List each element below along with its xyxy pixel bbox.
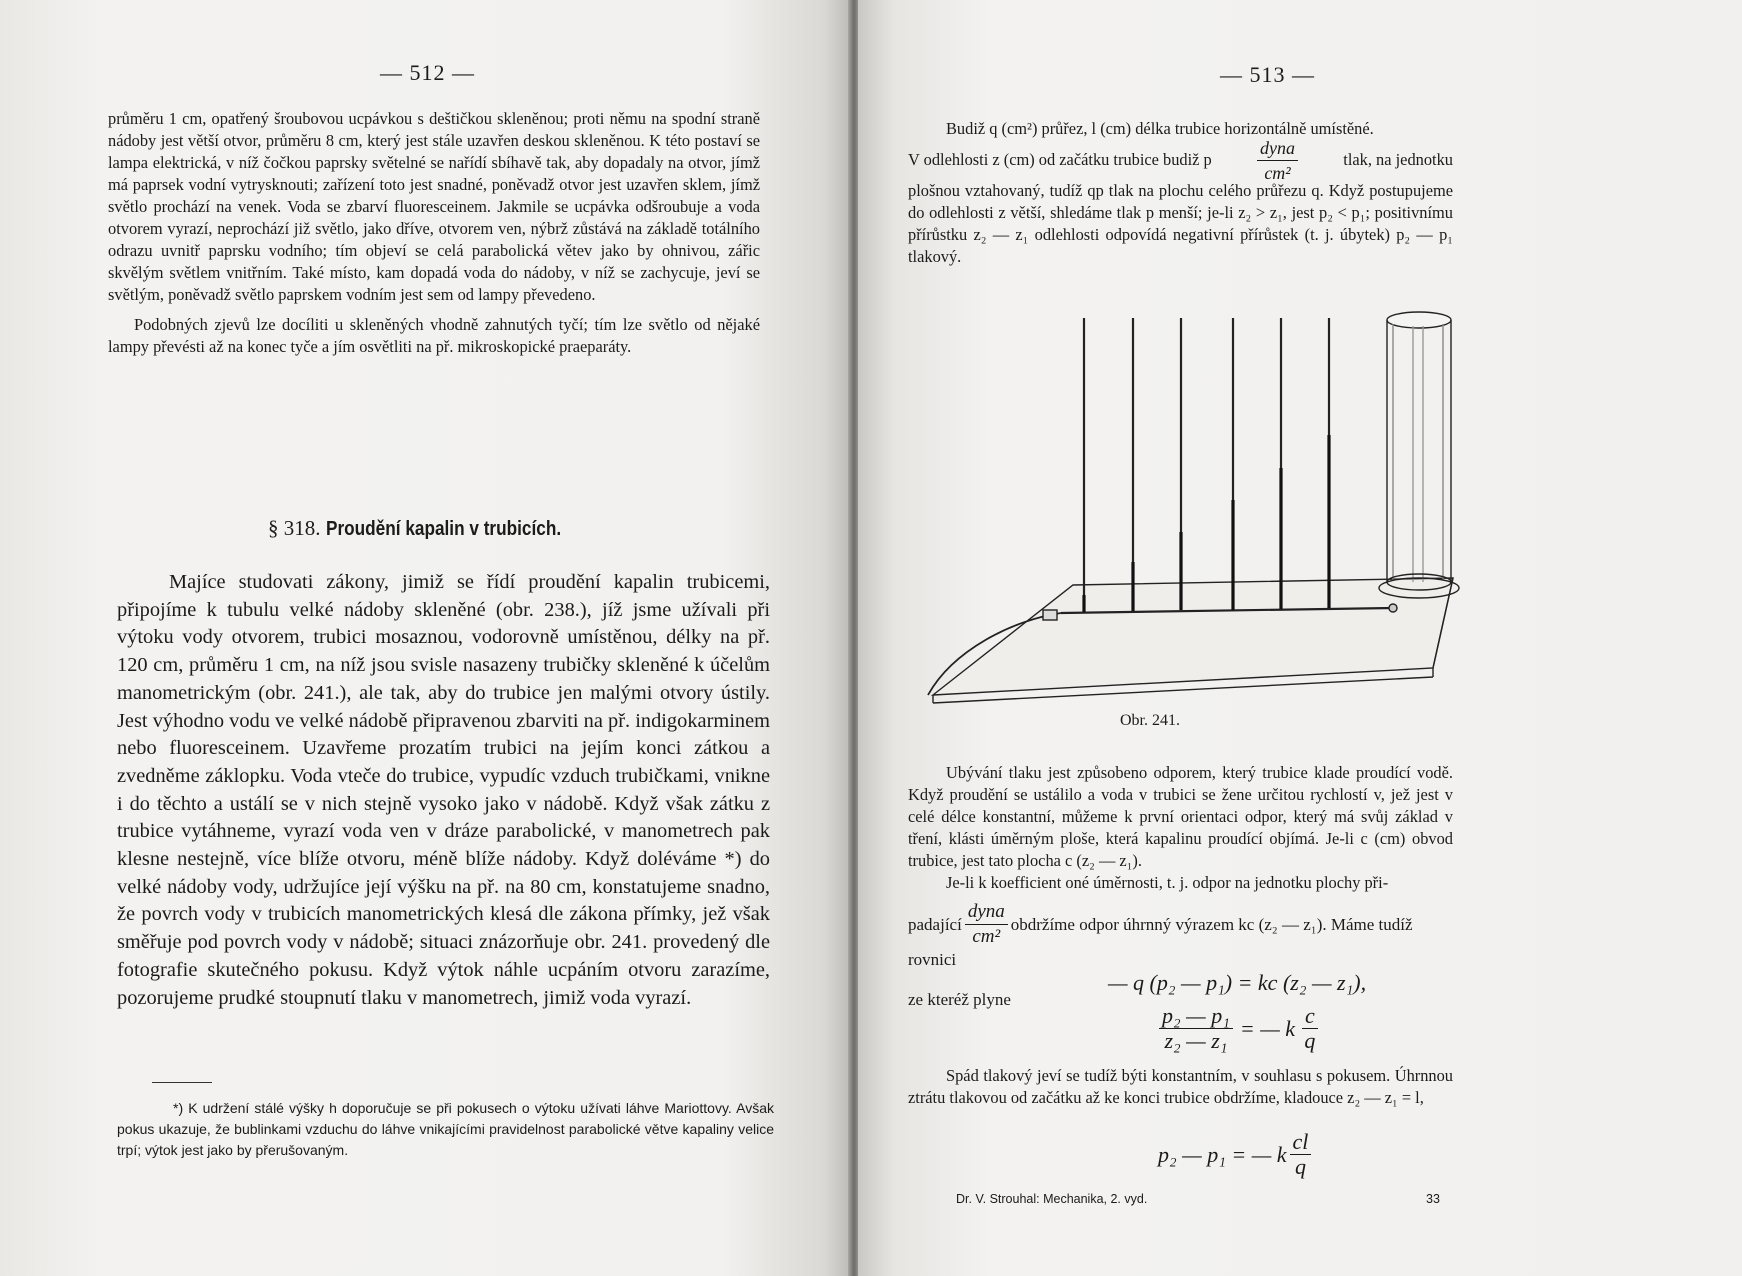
intro-text <box>908 118 1453 268</box>
manometer-tubes <box>1084 318 1329 612</box>
section-title: Proudění kapalin v trubicích. <box>325 518 561 540</box>
main-text-block <box>117 569 770 1012</box>
intro-line-2: V odlehlosti z (cm) od začátku trubice budiž p $\frac{\text{dyna}}{\text{cm²}}$ tlak, na jednotku <box>908 137 1453 183</box>
coefficient-line: Je-li k koefficient oné úměrnosti, t. j. odpor na jednotku plochy při- <box>946 873 1389 892</box>
section-number: § 318. <box>268 516 321 540</box>
equation-3: p₂ — p₁ = — k $\frac{cl}{q}$ <box>1158 1130 1314 1179</box>
equation-2: $\frac{\text{p₂ — p₁}}{\text{z₂ — z₁}}$ = — k $\frac{c}{q}$ <box>1156 1004 1321 1053</box>
top-paragraph: průměru 1 cm, opatřený šroubovou ucpávkou s deštičkou skleněnou; proti němu na spodní straně nádoby jest větší otvor, průměru 8 cm, který jest stále uzavřen deskou skleněnou. K této postaví se lampa elektrická, v níž čočkou paprsky světelné se nařídí sbíhavě tak, aby dopadaly na otvor, jímž má paprsek vodní vytrysknouti; zařízení toto jest snadné, poněvadž otvor jest uzavřen sklem, jímž světlo prochází na venek. Voda se zbarví fluoresceinem. Jakmile se ucpávka odšroubuje a voda otvorem vyrazí, neprochází již světlo, jako dříve, otvorem ven, nýbrž zůstává na základě totálního odrazu uvnitř paprsku vodního; tím objeví se celá parabolická větev jako by ohnivou, zářic skvělým světlem vnitřním. Také místo, kam dopadá voda do nádoby, v níž se zachycuje, jeví se světlým, poněvadž světlo paprskem vodním jest sem od lampy převedeno. <box>108 109 760 304</box>
ze-ktereze-label: ze kteréž plyne <box>908 990 1011 1009</box>
page-number: — 513 — <box>1220 62 1315 87</box>
padajici-line: padající $\frac{\text{dyna}}{\text{cm²}}$ obdržíme odpor úhrnný výrazem kc (z₂ — z₁). Máme tudíž <box>908 901 1413 947</box>
second-paragraph: Podobných zjevů lze docíliti u skleněných vhodně zahnutých tyčí; tím lze světlo od nějaké lampy převésti až na konec tyče a jím osvětliti na př. mikroskopické praeparáty. <box>108 315 760 356</box>
intro-line-3: plošnou vztahovaný, tudíž qp tlak na plochu celého průřezu q. Když postupujeme do odlehlosti z větší, shledáme tlak p menší; je-li z₂ > z₁, jest p₂ < p₁; positivnímu přírůstku z₂ — z₁ odlehlosti odpovídá negativní přírůstek (t. j. úbytek) p₂ — p₁ tlakový. <box>908 181 1453 266</box>
rovnici-label: rovnici <box>908 950 957 969</box>
imprint: Dr. V. Strouhal: Mechanika, 2. vyd. <box>956 1192 1148 1206</box>
footnote: *) K udržení stálé výšky h doporučuje se při pokusech o výtoku užívati láhve Mariottovy. Avšak pokus ukazuje, že bublinkami vzduchu do láhve vnikajícími pravidelnost parabolické větve kapaliny velice trpí; výtok jest jako by přerušovaným. <box>117 1100 774 1158</box>
base-board <box>933 578 1453 695</box>
closing-paragraph: Spád tlakový jeví se tudíž býti konstantním, v souhlasu s pokusem. Úhrnnou ztrátu tlakovou od začátku až ke konci trubice obdržíme, kladouce z₂ — z₁ = l, <box>908 1066 1453 1107</box>
unit-fraction: $\frac{\text{dyna}}{\text{cm²}}$ <box>1257 136 1298 185</box>
after-figure-text <box>908 762 1453 894</box>
apparatus-figure <box>923 310 1468 710</box>
main-paragraph: Majíce studovati zákony, jimiž se řídí proudění kapalin trubicemi, připojíme k tubulu velké nádoby skleněné (obr. 238.), jíž jsme užívali při výtoku vody otvorem, trubici mosaznou, vodorovně umístěnou, délky na př. 120 cm, průměru 1 cm, na níž jsou svisle nasazeny trubičky skleněné k účelům manometrickým (obr. 241.), ale tak, aby do trubice jen malými otvory ústily. Jest výhodno vodu ve velké nádobě připravenou zbarviti na př. indigokarminem nebo fluoresceinem. Uzavřeme prozatím trubici na jejím konci zátkou a zvedněme záklopku. Voda vteče do trubice, vypudíc vzduch trubičkami, vnikne i do těchto a ustálí se v nich stejně vysoko jako v nádobě. Když však zátku z trubice vytáhneme, vyrazí voda ven v dráze parabolické, v manometrech pak klesne nestejně, více blíže otvoru, méně blíže nádoby. Když doléváme *) do velké nádoby vody, udržujíce její výšku na př. na 80 cm, konstatujeme snadno, že povrch vody v trubicích manometrických klesá dle zákona přímky, jež však směřuje pod povrch vody v nádobě; situaci znázorňuje obr. 241. provedený dle fotografie skutečného pokusu. Když výtok náhle ucpáním otvoru zarazíme, pozorujeme prudké stoupnutí tlaku v manometrech, jimiž voda vyrazí. <box>117 571 770 1009</box>
paragraph-after-figure: Ubývání tlaku jest způsobeno odporem, který trubice klade proudící vodě. Když proudění se ustálilo a voda v trubici se žene určitou rychlostí v, jež jest v celé délce konstantní, můžeme k první orientaci odpor, který má svůj základ v tření, klásti úměrným ploše, která kapalinu proudící objímá. Je-li c (cm) obvod trubice, jest tato plocha c (z₂ — z₁). <box>908 763 1453 870</box>
right-page <box>858 0 1742 1276</box>
glass-vessel <box>1379 312 1459 612</box>
page-number: — 512 — <box>380 60 475 85</box>
closing-text <box>908 1065 1453 1109</box>
intro-line-1: Budiž q (cm²) průřez, l (cm) délka trubice horizontálně umístěné. <box>946 119 1374 138</box>
top-text-block <box>108 108 760 358</box>
equation-1: — q (p₂ — p₁) = kc (z₂ — z₁), <box>1108 970 1367 995</box>
signature-mark: 33 <box>1426 1192 1440 1206</box>
footnote-rule <box>152 1082 212 1083</box>
section-heading <box>268 516 599 541</box>
padajici-unit-fraction: $\frac{\text{dyna}}{\text{cm²}}$ <box>965 900 1008 949</box>
figure-caption: Obr. 241. <box>1120 712 1180 729</box>
left-page <box>0 0 850 1276</box>
